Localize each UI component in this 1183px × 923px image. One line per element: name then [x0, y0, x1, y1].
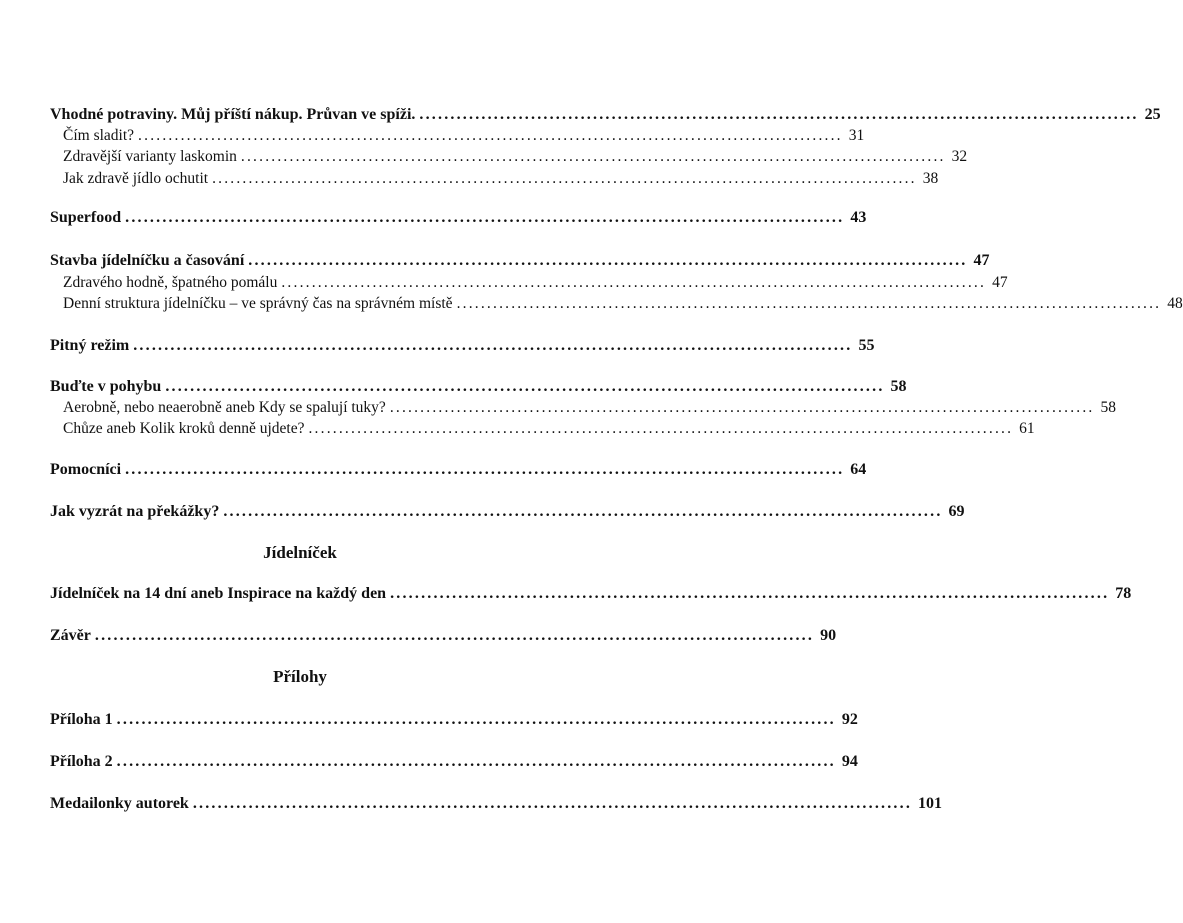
dot-leader: ....................................................................................................................	[389, 399, 1095, 416]
toc-page-number: 38	[922, 170, 939, 187]
dot-leader: ....................................................................................................................	[94, 627, 815, 644]
toc-entry-title: Příloha 2	[50, 753, 113, 770]
dot-leader: ....................................................................................................................	[133, 337, 853, 354]
toc-page-number: 101	[918, 795, 943, 812]
toc-page-number: 94	[841, 753, 858, 770]
toc-subentry-zdraveho-hodne[interactable]	[63, 273, 1008, 293]
toc-entry-title: Vhodné potraviny. Můj příští nákup. Průvan ve spíži.	[50, 106, 416, 123]
toc-entry-title: Jak vyzrát na překážky?	[50, 503, 220, 520]
toc-entry-title: Závěr	[50, 627, 91, 644]
toc-page-number: 78	[1115, 585, 1132, 602]
dot-leader: ....................................................................................................................	[240, 148, 946, 165]
toc-subentry-denni-struktura[interactable]	[63, 294, 1183, 314]
toc-page-number: 47	[973, 252, 990, 269]
dot-leader: ....................................................................................................................	[281, 274, 987, 291]
toc-page-number: 48	[1167, 295, 1183, 312]
toc-entry-title: Buďte v pohybu	[50, 378, 162, 395]
dot-leader: ....................................................................................................................	[390, 585, 1110, 602]
toc-entry-title: Zdravější varianty laskomin	[63, 148, 237, 165]
dot-leader: ....................................................................................................................	[308, 420, 1014, 437]
toc-entry-title: Pomocníci	[50, 461, 122, 478]
toc-entry-title: Superfood	[50, 209, 122, 226]
toc-subentry-jak-zdrave-ochutit[interactable]	[63, 169, 939, 189]
dot-leader: ....................................................................................................................	[116, 753, 836, 770]
dot-leader: ....................................................................................................................	[212, 170, 917, 187]
toc-page-number: 90	[820, 627, 837, 644]
toc-page-number: 43	[850, 209, 867, 226]
toc-entry-pitny-rezim[interactable]	[50, 336, 875, 356]
toc-page-number: 92	[841, 711, 858, 728]
dot-leader: ....................................................................................................................	[125, 461, 845, 478]
toc-page-number: 58	[890, 378, 907, 395]
toc-entry-title: Čím sladit?	[63, 127, 135, 144]
toc-subentry-cim-sladit[interactable]	[63, 126, 865, 146]
toc-entry-budte-v-pohybu[interactable]	[50, 377, 907, 397]
toc-page-number: 31	[848, 127, 865, 144]
toc-entry-title: Jak zdravě jídlo ochutit	[63, 170, 209, 187]
toc-page-number: 32	[951, 148, 968, 165]
dot-leader: ....................................................................................................................	[456, 295, 1162, 312]
dot-leader: ....................................................................................................................	[116, 711, 836, 728]
dot-leader: ....................................................................................................................	[223, 503, 943, 520]
toc-page-number: 58	[1100, 399, 1117, 416]
toc-entry-title: Medailonky autorek	[50, 795, 189, 812]
toc-subentry-zdravejsi-varianty[interactable]	[63, 147, 968, 167]
toc-entry-jidelnicek-14-dni[interactable]	[50, 584, 1132, 604]
toc-entry-title: Zdravého hodně, špatného pomálu	[63, 274, 278, 291]
toc-page-number: 61	[1019, 420, 1035, 437]
dot-leader: ....................................................................................................................	[125, 209, 845, 226]
toc-entry-title: Pitný režim	[50, 337, 130, 354]
toc-entry-title: Jídelníček na 14 dní aneb Inspirace na každý den	[50, 585, 387, 602]
toc-entry-priloha-1[interactable]	[50, 710, 858, 730]
dot-leader: ....................................................................................................................	[419, 106, 1139, 123]
toc-entry-vhodne-potraviny[interactable]	[50, 105, 1161, 125]
dot-leader: ....................................................................................................................	[192, 795, 913, 812]
toc-entry-superfood[interactable]	[50, 208, 867, 228]
toc-entry-pomocnici[interactable]	[50, 460, 867, 480]
toc-entry-stavba-jidelnicku[interactable]	[50, 251, 990, 271]
toc-entry-title: Chůze aneb Kolik kroků denně ujdete?	[63, 420, 305, 437]
toc-entry-priloha-2[interactable]	[50, 752, 858, 772]
toc-page-number: 69	[948, 503, 965, 520]
toc-entry-jak-vyzrat[interactable]	[50, 502, 965, 522]
section-heading-jidelnicek: Jídelníček	[263, 543, 337, 562]
toc-entry-medailonky-autorek[interactable]	[50, 794, 943, 814]
toc-entry-title: Aerobně, nebo neaerobně aneb Kdy se spalují tuky?	[63, 399, 386, 416]
toc-entry-title: Stavba jídelníčku a časování	[50, 252, 245, 269]
toc-page-number: 55	[858, 337, 875, 354]
toc-subentry-chuze[interactable]	[63, 419, 1035, 439]
toc-subentry-aerobne[interactable]	[63, 398, 1117, 418]
dot-leader: ....................................................................................................................	[248, 252, 968, 269]
toc-page-number: 25	[1144, 106, 1161, 123]
toc-entry-title: Denní struktura jídelníčku – ve správný čas na správném místě	[63, 295, 453, 312]
toc-page-number: 64	[850, 461, 867, 478]
toc-entry-title: Příloha 1	[50, 711, 113, 728]
toc-page-number: 47	[992, 274, 1008, 291]
section-heading-prilohy: Přílohy	[273, 667, 327, 686]
dot-leader: ....................................................................................................................	[138, 127, 843, 144]
toc-entry-zaver[interactable]	[50, 626, 837, 646]
dot-leader: ....................................................................................................................	[165, 378, 885, 395]
